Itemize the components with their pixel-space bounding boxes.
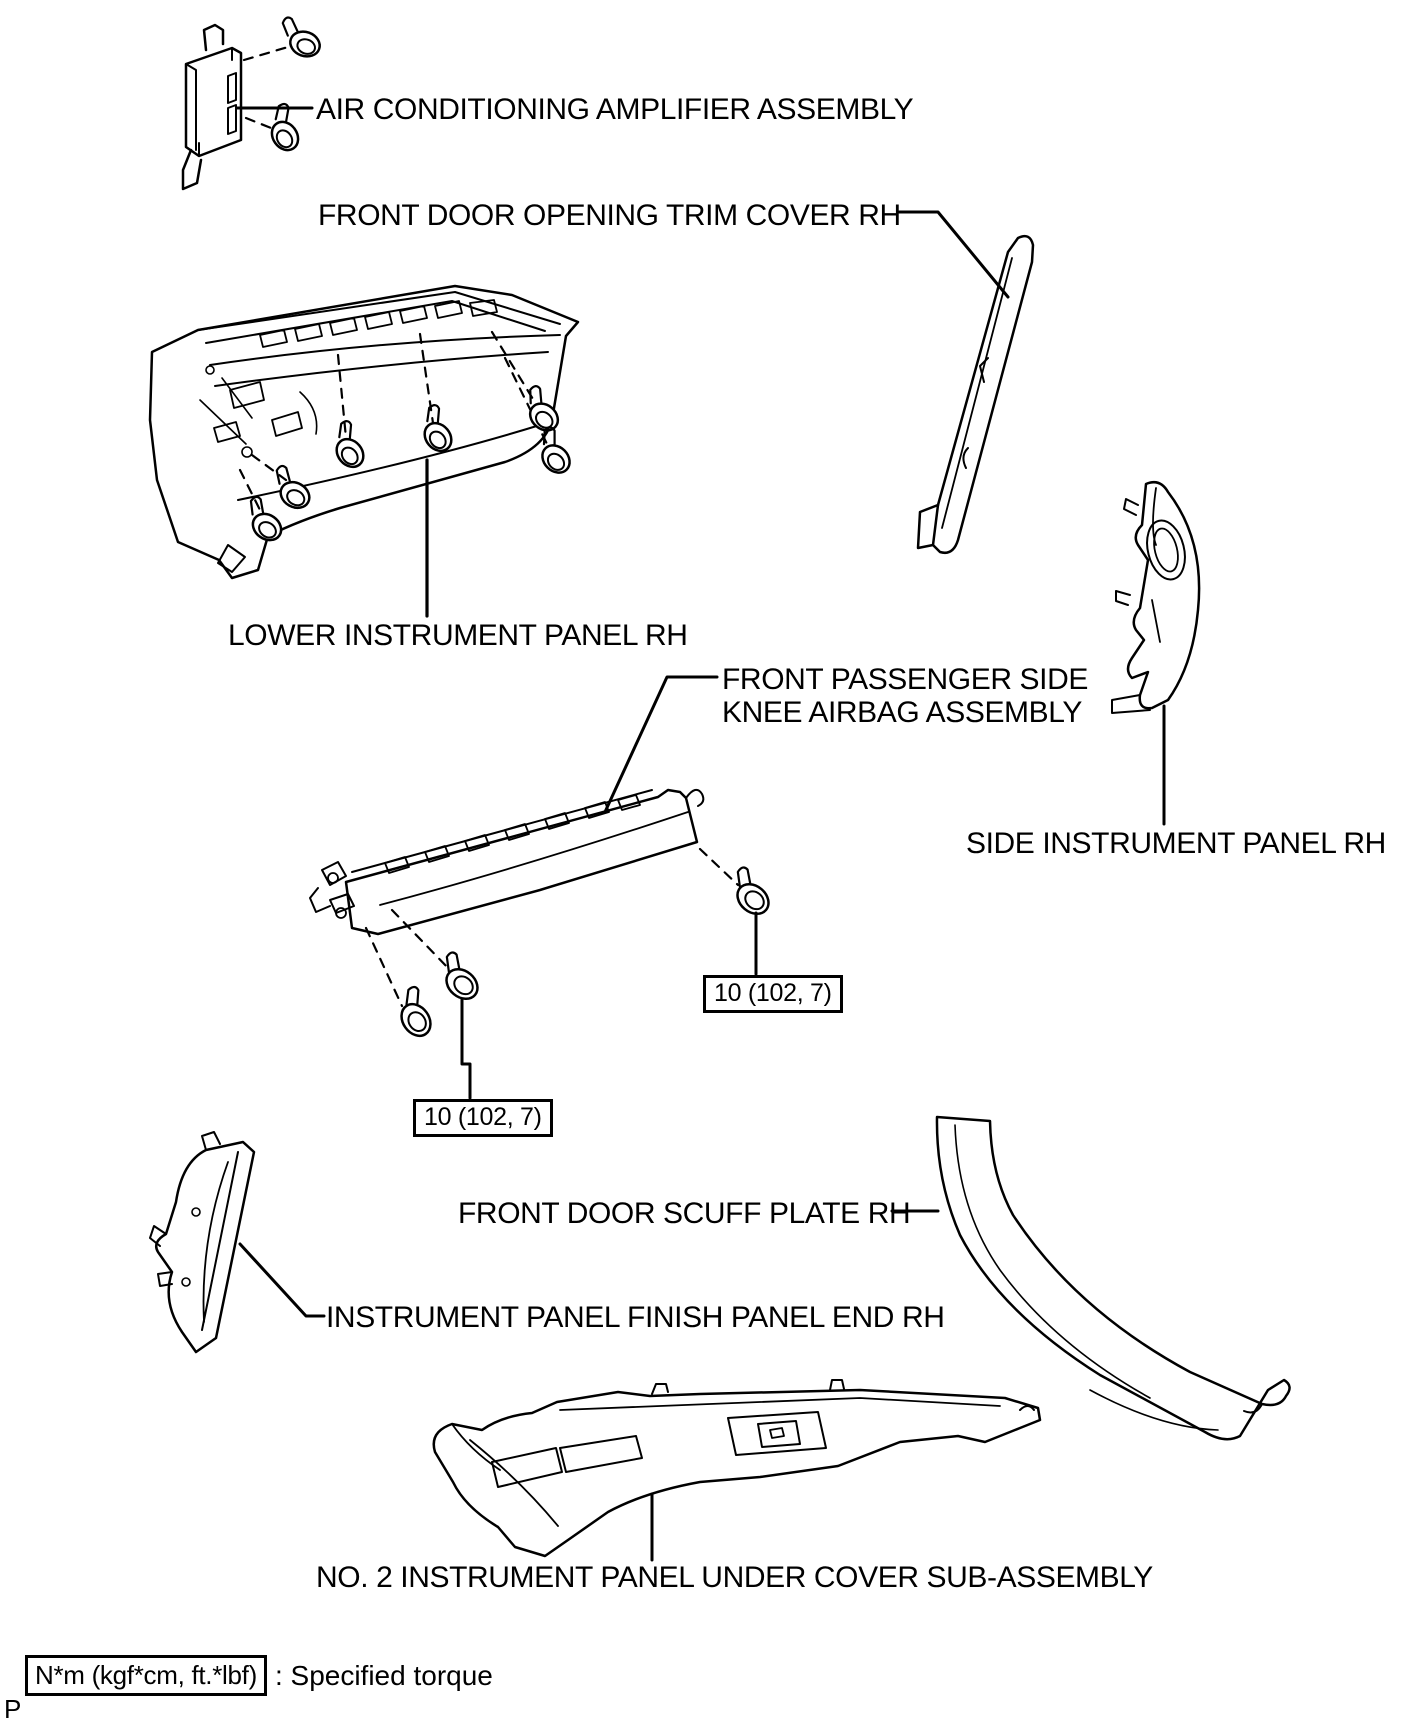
torque-unit-box: N*m (kgf*cm, ft.*lbf) [25, 1655, 267, 1696]
label-door-trim-cover: FRONT DOOR OPENING TRIM COVER RH [318, 199, 901, 232]
label-side-instrument-panel: SIDE INSTRUMENT PANEL RH [966, 827, 1386, 860]
under-cover-drawing [434, 1380, 1040, 1560]
label-under-cover: NO. 2 INSTRUMENT PANEL UNDER COVER SUB-ASSEMBLY [316, 1561, 1153, 1594]
door-trim-cover-drawing [899, 212, 1033, 553]
glove-box-drawing [150, 286, 580, 616]
torque-callout-left: 10 (102, 7) [413, 1099, 553, 1137]
ac-amplifier-drawing [183, 16, 326, 189]
torque-legend [25, 1655, 493, 1696]
label-finish-panel-end: INSTRUMENT PANEL FINISH PANEL END RH [326, 1301, 945, 1334]
side-panel-drawing [1112, 482, 1199, 824]
label-lower-instrument-panel: LOWER INSTRUMENT PANEL RH [228, 619, 688, 652]
torque-callout-right: 10 (102, 7) [703, 975, 843, 1013]
label-ac-amplifier: AIR CONDITIONING AMPLIFIER ASSEMBLY [316, 93, 914, 126]
finish-panel-end-drawing [150, 1132, 324, 1352]
label-knee-airbag [722, 663, 1088, 729]
torque-legend-text: : Specified torque [274, 1659, 493, 1691]
label-door-scuff-plate: FRONT DOOR SCUFF PLATE RH [458, 1197, 911, 1230]
knee-airbag-drawing [310, 677, 778, 1098]
label-knee-airbag-line1: FRONT PASSENGER SIDE [722, 663, 1088, 696]
scuff-plate-drawing [892, 1117, 1290, 1439]
label-knee-airbag-line2: KNEE AIRBAG ASSEMBLY [722, 696, 1082, 729]
page-marker: P [4, 1694, 22, 1724]
